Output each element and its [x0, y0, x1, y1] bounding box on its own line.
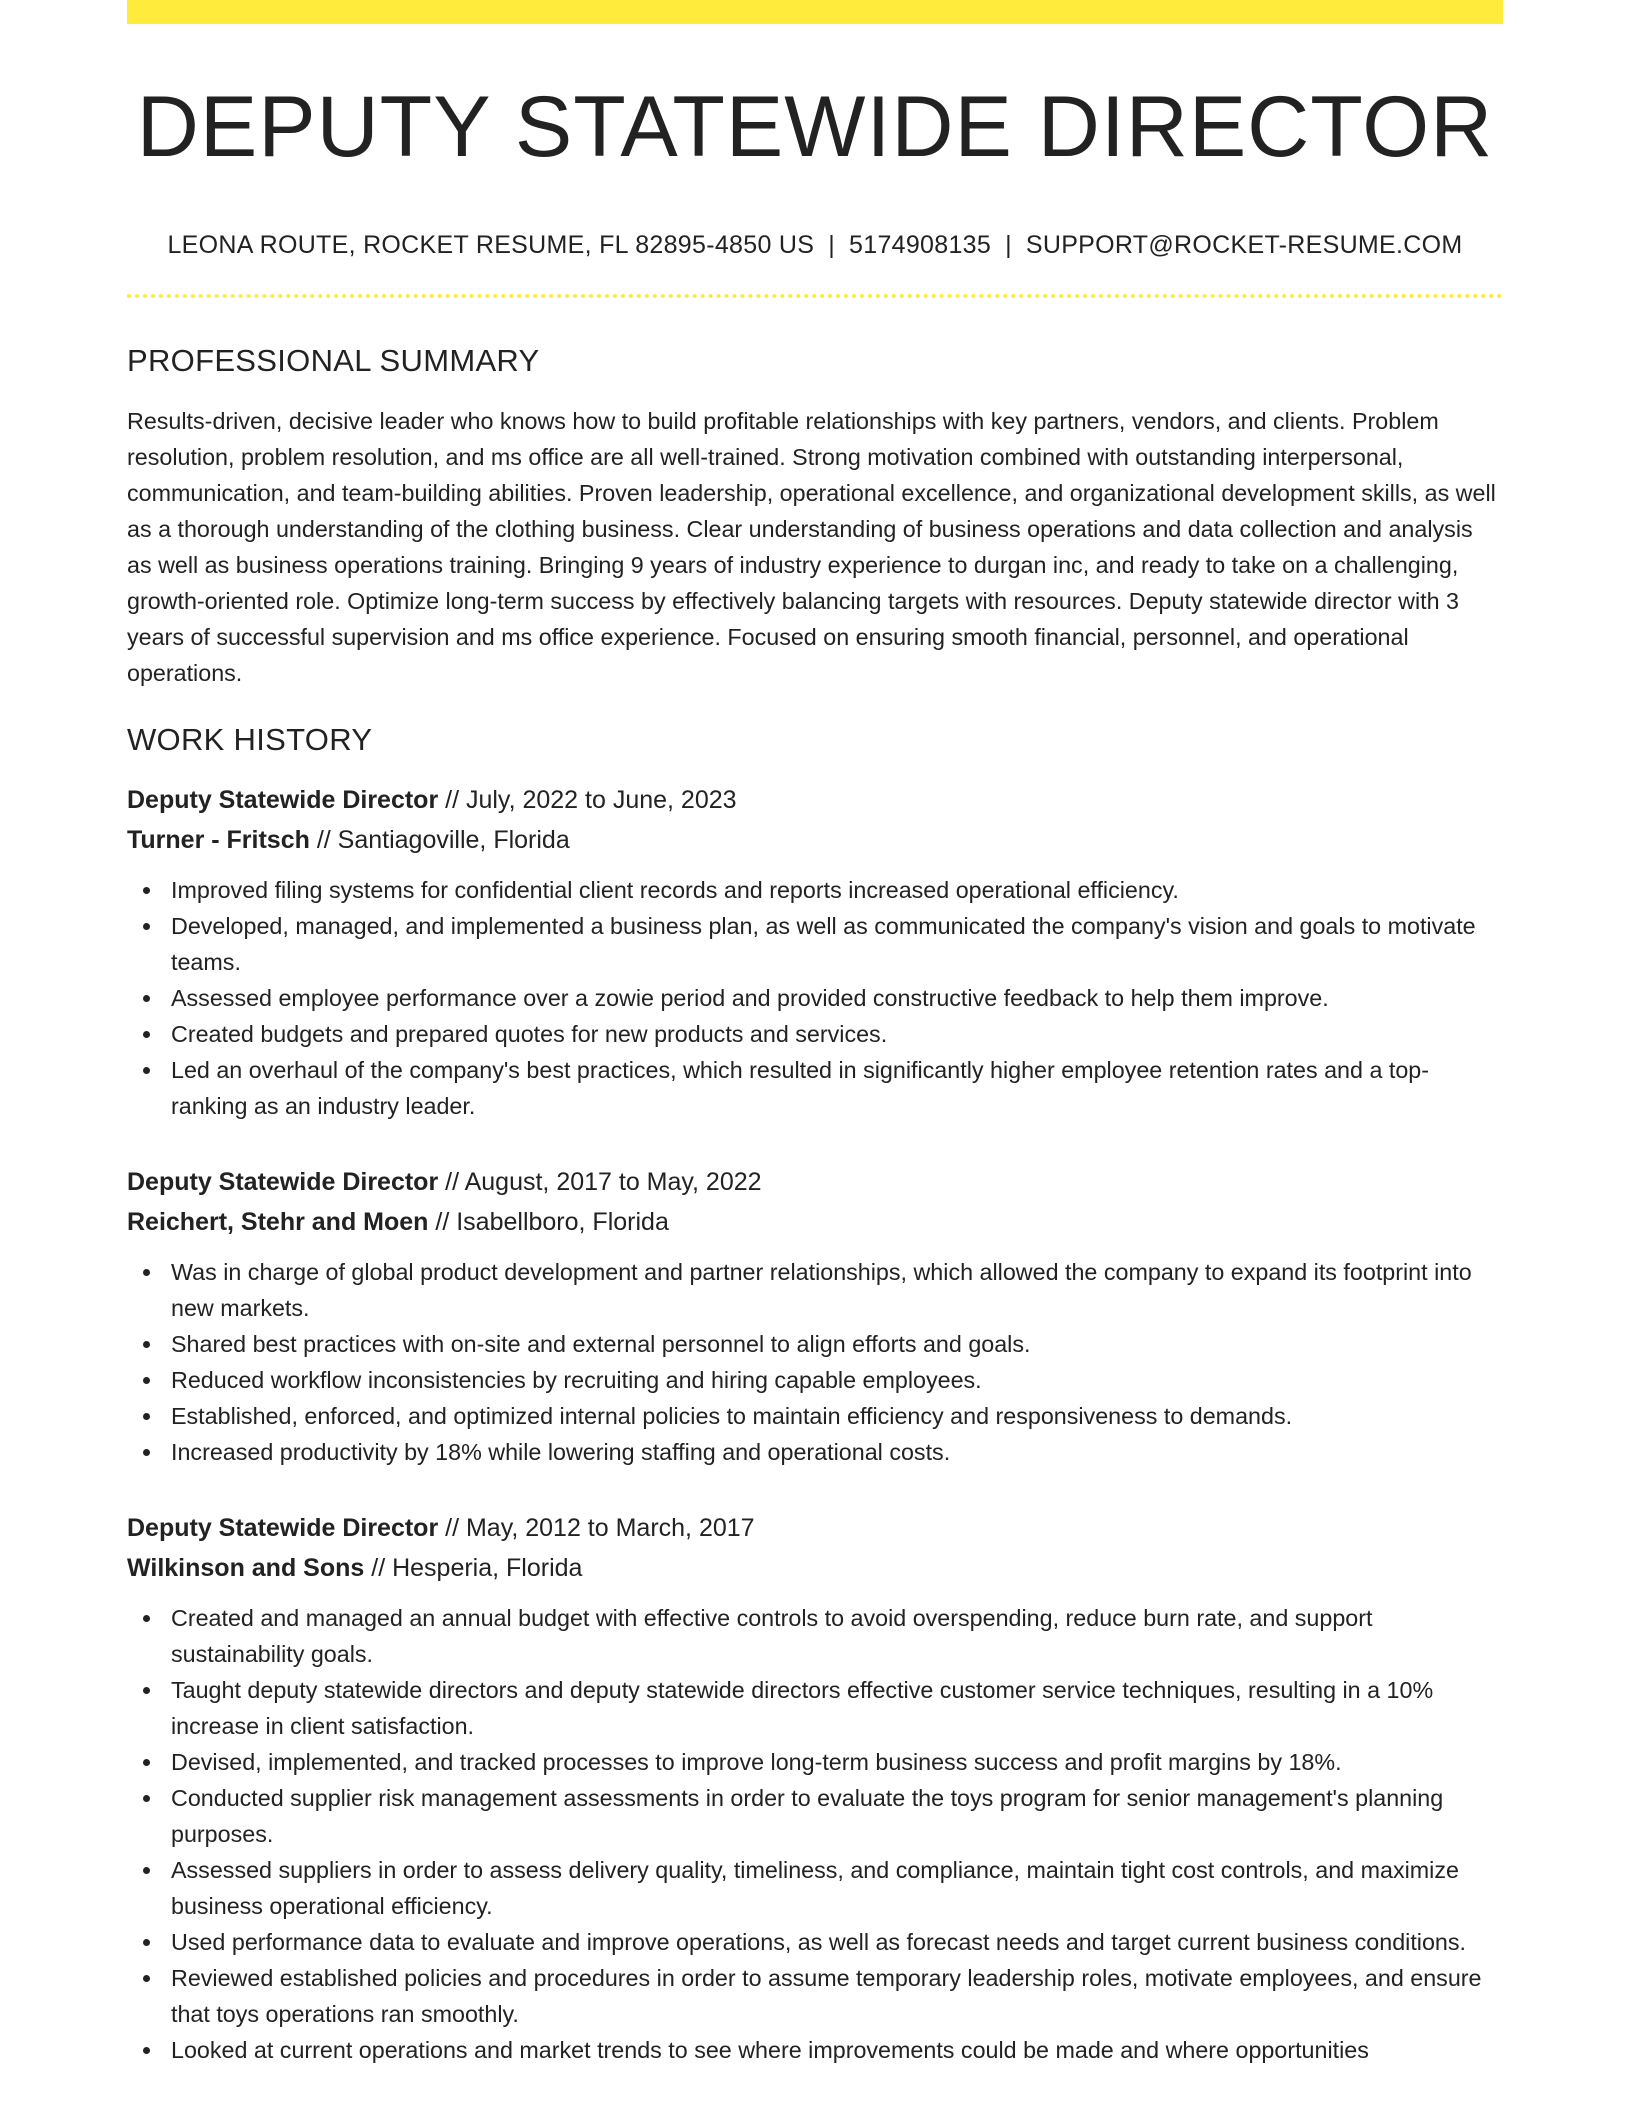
job-bullet: Used performance data to evaluate and improve operations, as well as forecast needs and target current business conditions. [171, 1924, 1503, 1960]
resume-page [127, 0, 1503, 2068]
job-bullet: Conducted supplier risk management assessments in order to evaluate the toys program for senior management's planning purposes. [171, 1780, 1503, 1852]
job-bullet: Reviewed established policies and procedures in order to assume temporary leadership roles, motivate employees, and ensure that toys operations ran smoothly. [171, 1960, 1503, 2032]
job-bullet: Taught deputy statewide directors and deputy statewide directors effective customer service techniques, resulting in a 10% increase in client satisfaction. [171, 1672, 1503, 1744]
job-bullet: Devised, implemented, and tracked processes to improve long-term business success and profit margins by 18%. [171, 1744, 1503, 1780]
contact-line [127, 231, 1503, 260]
job-entry [127, 1508, 1503, 2068]
job-entry [127, 780, 1503, 1124]
contact-phone[interactable]: 5174908135 [849, 230, 992, 259]
resume-title: DEPUTY STATEWIDE DIRECTOR [136, 79, 1494, 175]
job-title: Deputy Statewide Director [127, 785, 439, 814]
job-title-line [127, 780, 1503, 820]
job-bullet: Increased productivity by 18% while lowering staffing and operational costs. [171, 1434, 1503, 1470]
job-title-line [127, 1162, 1503, 1202]
job-company: Turner - Fritsch [127, 825, 310, 854]
job-title: Deputy Statewide Director [127, 1513, 439, 1542]
contact-email[interactable]: SUPPORT@ROCKET-RESUME.COM [1025, 230, 1463, 259]
job-dates: // August, 2017 to May, 2022 [438, 1167, 762, 1196]
top-accent-bar [127, 0, 1503, 24]
job-dates: // July, 2022 to June, 2023 [438, 785, 737, 814]
contact-address: LEONA ROUTE, ROCKET RESUME, FL 82895-4850 US [167, 230, 815, 259]
job-bullet: Improved filing systems for confidential client records and reports increased operational efficiency. [171, 872, 1503, 908]
contact-separator: | [1005, 230, 1012, 259]
job-location: // Isabellboro, Florida [428, 1207, 669, 1236]
summary-heading: PROFESSIONAL SUMMARY [127, 342, 540, 378]
job-location: // Hesperia, Florida [364, 1553, 583, 1582]
summary-text: Results-driven, decisive leader who knows how to build profitable relationships with key partners, vendors, and clients. Problem resolution, problem resolution, and ms office are all well-trained. Strong motivation combined with outstanding interpersonal, communication, and team-building abilities. Proven leadership, operational excellence, and organizational development skills, as well as a thorough understanding of the clothing business. Clear understanding of business operations and data collection and analysis as well as business operations training. Bringing 9 years of industry experience to durgan inc, and ready to take on a challenging, growth-oriented role. Optimize long-term success by effectively balancing targets with resources. Deputy statewide director with 3 years of successful supervision and ms office experience. Focused on ensuring smooth financial, personnel, and operational operations. [127, 407, 1496, 686]
job-company: Wilkinson and Sons [127, 1553, 365, 1582]
job-entry [127, 1162, 1503, 1470]
job-bullets [127, 1600, 1503, 2068]
job-bullet: Assessed suppliers in order to assess delivery quality, timeliness, and compliance, maintain tight cost controls, and maximize business operational efficiency. [171, 1852, 1503, 1924]
job-bullet: Led an overhaul of the company's best practices, which resulted in significantly higher employee retention rates and a top-ranking as an industry leader. [171, 1052, 1503, 1124]
job-bullet: Developed, managed, and implemented a business plan, as well as communicated the company's vision and goals to motivate teams. [171, 908, 1503, 980]
job-company-line [127, 1202, 1503, 1242]
job-dates: // May, 2012 to March, 2017 [438, 1513, 755, 1542]
job-company-line [127, 1548, 1503, 1588]
job-bullet: Established, enforced, and optimized internal policies to maintain efficiency and responsiveness to demands. [171, 1398, 1503, 1434]
job-bullet: Created budgets and prepared quotes for new products and services. [171, 1016, 1503, 1052]
dotted-divider [127, 294, 1503, 298]
job-bullet: Reduced workflow inconsistencies by recruiting and hiring capable employees. [171, 1362, 1503, 1398]
job-bullet: Shared best practices with on-site and external personnel to align efforts and goals. [171, 1326, 1503, 1362]
job-bullets [127, 1254, 1503, 1470]
job-title: Deputy Statewide Director [127, 1167, 439, 1196]
contact-separator: | [828, 230, 836, 259]
job-company-line [127, 820, 1503, 860]
job-location: // Santiagoville, Florida [309, 825, 570, 854]
job-bullet: Looked at current operations and market trends to see where improvements could be made and where opportunities [171, 2032, 1503, 2068]
job-bullet: Was in charge of global product development and partner relationships, which allowed the company to expand its footprint into new markets. [171, 1254, 1503, 1326]
work-history-heading: WORK HISTORY [127, 721, 373, 757]
job-bullet: Assessed employee performance over a zowie period and provided constructive feedback to help them improve. [171, 980, 1503, 1016]
job-title-line [127, 1508, 1503, 1548]
job-bullet: Created and managed an annual budget with effective controls to avoid overspending, reduce burn rate, and support sustainability goals. [171, 1600, 1503, 1672]
job-company: Reichert, Stehr and Moen [127, 1207, 429, 1236]
job-bullets [127, 872, 1503, 1124]
